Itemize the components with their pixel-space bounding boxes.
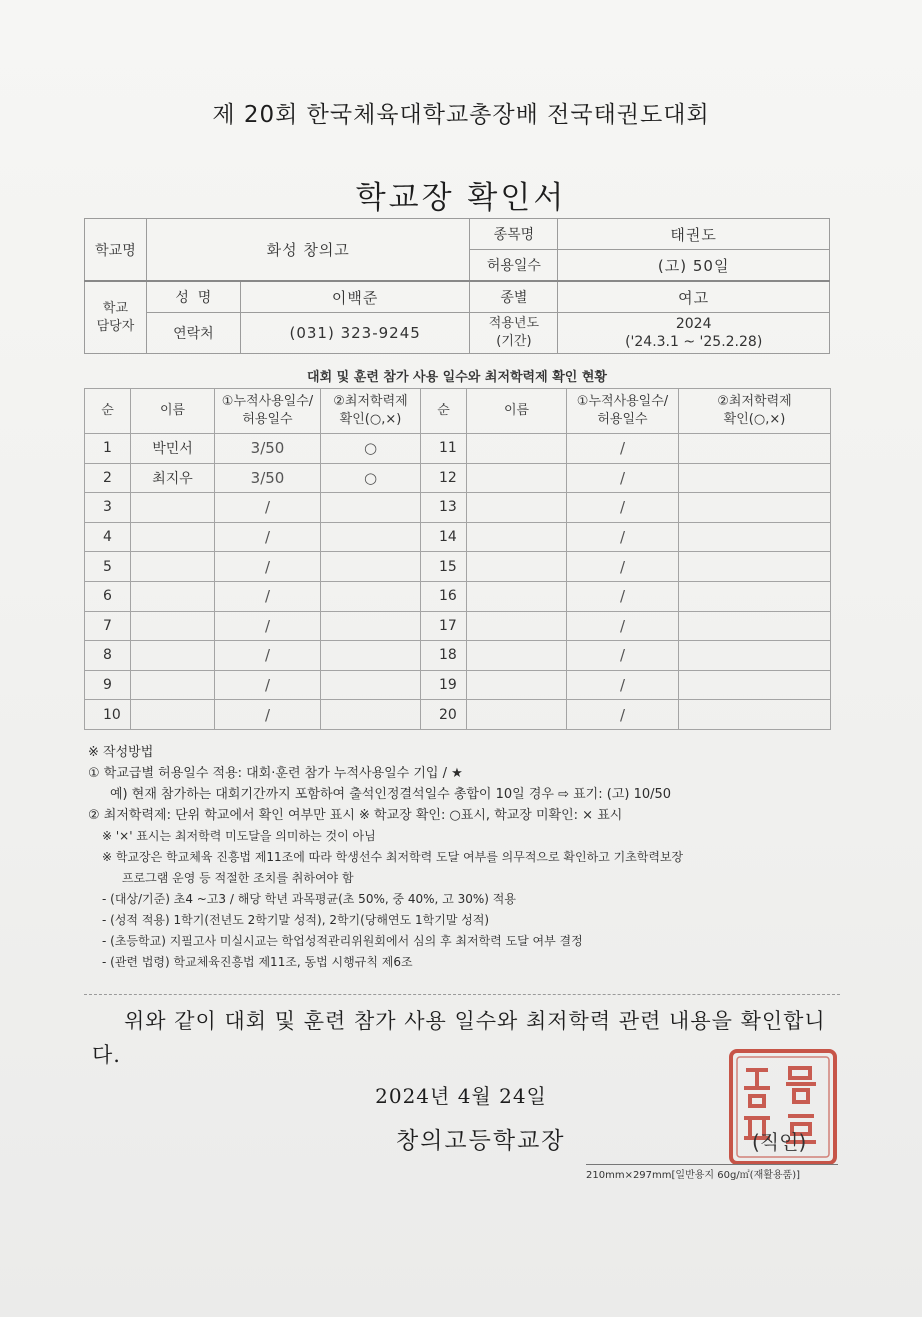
row-check — [321, 611, 421, 641]
row-number: 5 — [85, 552, 131, 582]
row-check — [679, 434, 831, 464]
row-days: / — [215, 611, 321, 641]
row-check — [321, 581, 421, 611]
row-number: 11 — [421, 434, 467, 464]
row-name — [131, 670, 215, 700]
info-table — [84, 218, 830, 354]
confirmation-text: 위와 같이 대회 및 훈련 참가 사용 일수와 최저학력 관련 내용을 확인합니다. — [92, 1009, 826, 1067]
note-1: ① 학교급별 허용일수 적용: 대회·훈련 참가 누적사용일수 기입 / ★ — [88, 766, 463, 781]
row-number: 19 — [421, 670, 467, 700]
table-row — [85, 434, 831, 464]
event-title: 제 20회 한국체육대학교총장배 전국태권도대회 — [212, 102, 710, 128]
row-number: 2 — [85, 463, 131, 493]
row-name — [467, 552, 567, 582]
year-label: 적용년도 (기간) — [470, 313, 558, 354]
row-number: 1 — [85, 434, 131, 464]
table-row — [85, 581, 831, 611]
row-check — [679, 670, 831, 700]
row-name — [131, 522, 215, 552]
name-label: 성 명 — [146, 281, 240, 313]
allowed-days-value: (고) 50일 — [558, 250, 830, 282]
row-days: / — [567, 522, 679, 552]
row-name — [467, 581, 567, 611]
school-value: 화성 창의고 — [146, 219, 470, 282]
header-no-2: 순 — [421, 389, 467, 434]
row-days: / — [215, 493, 321, 523]
paper-spec: 210mm×297mm[일반용지 60g/㎡(재활용품)] — [586, 1170, 801, 1181]
row-days: / — [567, 581, 679, 611]
row-name: 최지우 — [131, 463, 215, 493]
row-days: / — [567, 611, 679, 641]
row-check — [321, 670, 421, 700]
row-check — [679, 493, 831, 523]
row-days: / — [215, 700, 321, 730]
note-2-b: ※ 학교장은 학교체육 진흥법 제11조에 따라 학생선수 최저학력 도달 여부를 의무적으로 확인하고 기초학력보장 — [102, 850, 684, 864]
note-detail-4: - (관련 법령) 학교체육진흥법 제11조, 동법 시행규칙 제6조 — [102, 955, 413, 969]
name-value: 이백준 — [240, 281, 470, 313]
table-row — [85, 670, 831, 700]
row-days: / — [215, 552, 321, 582]
row-name — [467, 700, 567, 730]
row-days: / — [567, 434, 679, 464]
row-number: 8 — [85, 641, 131, 671]
principal-name: 창의고등학교장 — [396, 1128, 566, 1154]
manager-label: 학교 담당자 — [85, 281, 147, 354]
row-check — [321, 493, 421, 523]
school-label: 학교명 — [85, 219, 147, 282]
note-2-b-cont: 프로그램 운영 등 적절한 조치를 취하여야 함 — [122, 871, 354, 885]
row-number: 7 — [85, 611, 131, 641]
row-name — [467, 670, 567, 700]
row-number: 16 — [421, 581, 467, 611]
header-check: ②최저학력제 확인(○,×) — [321, 389, 421, 434]
roster-header-row — [85, 389, 831, 434]
event-label: 종목명 — [470, 219, 558, 250]
row-check — [321, 522, 421, 552]
row-days: / — [567, 670, 679, 700]
contact-label: 연락처 — [146, 313, 240, 354]
row-days: / — [215, 670, 321, 700]
divider — [84, 994, 840, 995]
row-number: 20 — [421, 700, 467, 730]
spec-rule — [586, 1164, 838, 1165]
table-row — [85, 611, 831, 641]
row-name — [467, 434, 567, 464]
row-name — [467, 522, 567, 552]
row-name — [467, 493, 567, 523]
allowed-days-label: 허용일수 — [470, 250, 558, 282]
row-check — [679, 611, 831, 641]
note-detail-1: - (대상/기준) 초4 ~고3 / 해당 학년 과목평균(초 50%, 중 40%, 고 30%) 적용 — [102, 892, 516, 906]
row-check — [679, 581, 831, 611]
row-check — [679, 700, 831, 730]
row-check: ○ — [321, 434, 421, 464]
row-name: 박민서 — [131, 434, 215, 464]
row-number: 15 — [421, 552, 467, 582]
row-name — [131, 581, 215, 611]
category-value: 여고 — [558, 281, 830, 313]
row-days: 3/50 — [215, 434, 321, 464]
row-name — [131, 611, 215, 641]
note-1-example: 예) 현재 참가하는 대회기간까지 포함하여 출석인정결석일수 총합이 10일 경우 ⇨ 표기: (고) 10/50 — [110, 787, 672, 802]
note-detail-3: - (초등학교) 지필고사 미실시교는 학업성적관리위원회에서 심의 후 최저학력 도달 여부 결정 — [102, 934, 583, 948]
note-2-a: ※ '×' 표시는 최저학력 미도달을 의미하는 것이 아님 — [102, 829, 376, 843]
table-row — [85, 552, 831, 582]
header-name: 이름 — [131, 389, 215, 434]
row-check — [679, 463, 831, 493]
row-name — [131, 700, 215, 730]
table-row — [85, 463, 831, 493]
row-name — [467, 463, 567, 493]
row-number: 18 — [421, 641, 467, 671]
row-number: 10 — [85, 700, 131, 730]
row-number: 17 — [421, 611, 467, 641]
roster-body — [85, 434, 831, 730]
row-days: / — [567, 552, 679, 582]
row-check — [679, 552, 831, 582]
header-no: 순 — [85, 389, 131, 434]
row-name — [467, 641, 567, 671]
header-check-2: ②최저학력제 확인(○,×) — [679, 389, 831, 434]
row-number: 14 — [421, 522, 467, 552]
row-days: / — [567, 700, 679, 730]
issue-date: 2024년 4월 24일 — [375, 1084, 547, 1108]
table-row — [85, 493, 831, 523]
row-number: 3 — [85, 493, 131, 523]
note-detail-2: - (성적 적용) 1학기(전년도 2학기말 성적), 2학기(당해연도 1학기말 성적) — [102, 913, 490, 927]
row-days: / — [215, 581, 321, 611]
row-name — [131, 552, 215, 582]
seal-label: (직인) — [752, 1130, 807, 1154]
row-check — [321, 641, 421, 671]
row-days: 3/50 — [215, 463, 321, 493]
row-name — [131, 641, 215, 671]
table-row — [85, 700, 831, 730]
row-days: / — [567, 493, 679, 523]
row-check — [321, 700, 421, 730]
row-number: 6 — [85, 581, 131, 611]
row-name — [131, 493, 215, 523]
row-number: 12 — [421, 463, 467, 493]
note-2: ② 최저학력제: 단위 학교에서 확인 여부만 표시 ※ 학교장 확인: ○표시, 학교장 미확인: × 표시 — [88, 808, 623, 823]
row-check — [679, 522, 831, 552]
row-check: ○ — [321, 463, 421, 493]
header-name-2: 이름 — [467, 389, 567, 434]
category-label: 종별 — [470, 281, 558, 313]
document-title: 학교장 확인서 — [355, 180, 567, 216]
row-days: / — [215, 522, 321, 552]
year-value: 2024 — [675, 316, 712, 332]
event-value: 태권도 — [558, 219, 830, 250]
row-check — [321, 552, 421, 582]
year-cell — [558, 313, 830, 354]
header-days-2: ①누적사용일수/ 허용일수 — [567, 389, 679, 434]
period-value: ('24.3.1 ~ '25.2.28) — [625, 334, 763, 350]
contact-value: (031) 323-9245 — [240, 313, 470, 354]
header-days: ①누적사용일수/ 허용일수 — [215, 389, 321, 434]
instructions — [88, 742, 848, 973]
table-row — [85, 641, 831, 671]
row-name — [467, 611, 567, 641]
row-days: / — [567, 641, 679, 671]
row-number: 9 — [85, 670, 131, 700]
row-number: 13 — [421, 493, 467, 523]
row-days: / — [567, 463, 679, 493]
row-check — [679, 641, 831, 671]
table-row — [85, 522, 831, 552]
row-days: / — [215, 641, 321, 671]
row-number: 4 — [85, 522, 131, 552]
notes-heading: ※ 작성방법 — [88, 745, 154, 760]
roster-title: 대회 및 훈련 참가 사용 일수와 최저학력제 확인 현황 — [307, 370, 607, 385]
roster-table — [84, 388, 831, 730]
